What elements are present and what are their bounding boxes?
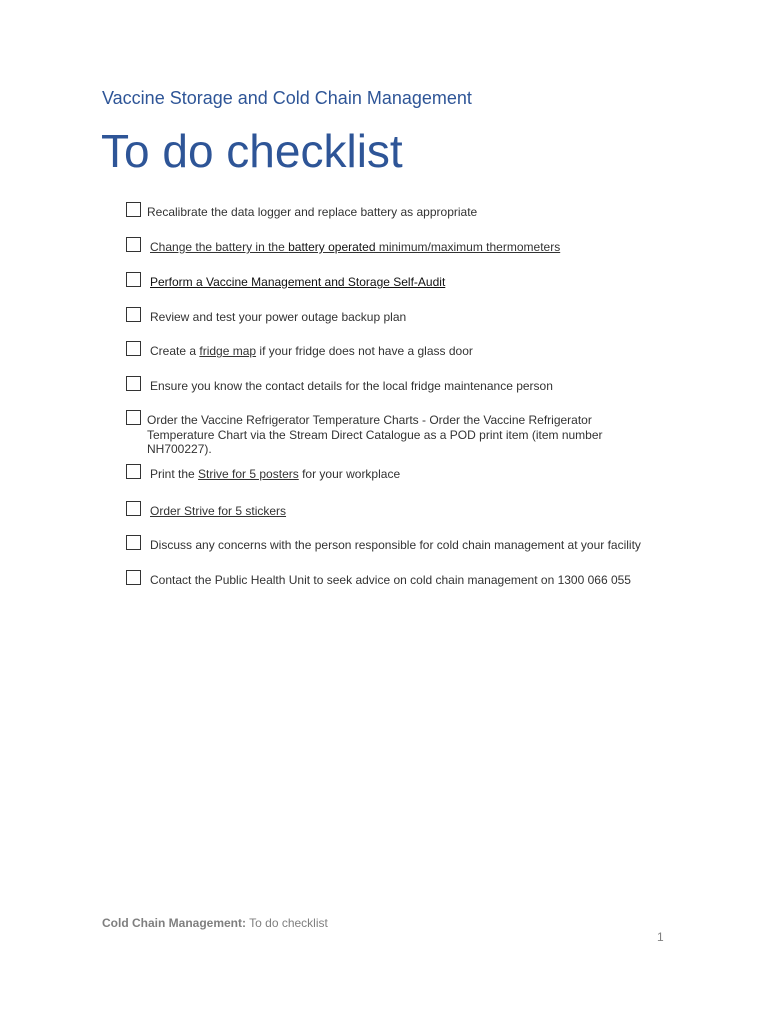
checkbox-icon[interactable]	[126, 272, 141, 287]
checklist-item-label: Review and test your power outage backup plan	[150, 310, 407, 324]
checkbox-icon[interactable]	[126, 237, 141, 252]
checklist-item-label: Order the Vaccine Refrigerator Temperature Charts - Order the Vaccine Refrigerator Temperature Chart via the Stream Direct Catalogue as a POD print item (item number NH700227).	[147, 413, 603, 456]
label-text-part: Print the	[150, 467, 199, 481]
checkbox-icon[interactable]	[126, 501, 141, 516]
checkbox-icon[interactable]	[126, 307, 141, 322]
label-text-part: Create a	[150, 344, 200, 358]
link-text-part: battery operated	[288, 240, 376, 254]
checklist-item-label: Ensure you know the contact details for the local fridge maintenance person	[150, 379, 553, 393]
footer-text: To do checklist	[246, 916, 328, 930]
checkbox-icon[interactable]	[126, 410, 141, 425]
fridge-map-link[interactable]: fridge map	[199, 344, 257, 358]
label-text-part: for your workplace	[298, 467, 401, 481]
label-text-part: if your fridge does not have a glass door	[256, 344, 473, 358]
page-title: To do checklist	[101, 125, 403, 177]
link-text-part: Change the battery in the	[150, 240, 289, 254]
document-subtitle: Vaccine Storage and Cold Chain Management	[102, 88, 472, 108]
page-footer	[102, 916, 328, 930]
checkbox-icon[interactable]	[126, 535, 141, 550]
checklist-item-label	[150, 344, 473, 358]
checkbox-icon[interactable]	[126, 464, 141, 479]
checklist-item-label: Contact the Public Health Unit to seek advice on cold chain management on 1300 066 055	[150, 573, 631, 587]
page-number: 1	[657, 930, 664, 944]
checklist-item-label: Discuss any concerns with the person responsible for cold chain management at your facility	[150, 538, 641, 552]
self-audit-link[interactable]: Perform a Vaccine Management and Storage Self-Audit	[150, 275, 446, 289]
checkbox-icon[interactable]	[126, 202, 141, 217]
checkbox-icon[interactable]	[126, 570, 141, 585]
link-text-part: minimum/maximum thermometers	[375, 240, 561, 254]
strive-stickers-link[interactable]: Order Strive for 5 stickers	[150, 504, 287, 518]
battery-thermometers-link[interactable]	[150, 240, 560, 254]
strive-posters-link[interactable]: Strive for 5 posters	[198, 467, 299, 481]
checkbox-icon[interactable]	[126, 341, 141, 356]
checkbox-icon[interactable]	[126, 376, 141, 391]
checklist-item-label	[150, 467, 400, 481]
footer-label: Cold Chain Management:	[102, 916, 247, 930]
checklist-item-label: Recalibrate the data logger and replace battery as appropriate	[147, 205, 478, 219]
